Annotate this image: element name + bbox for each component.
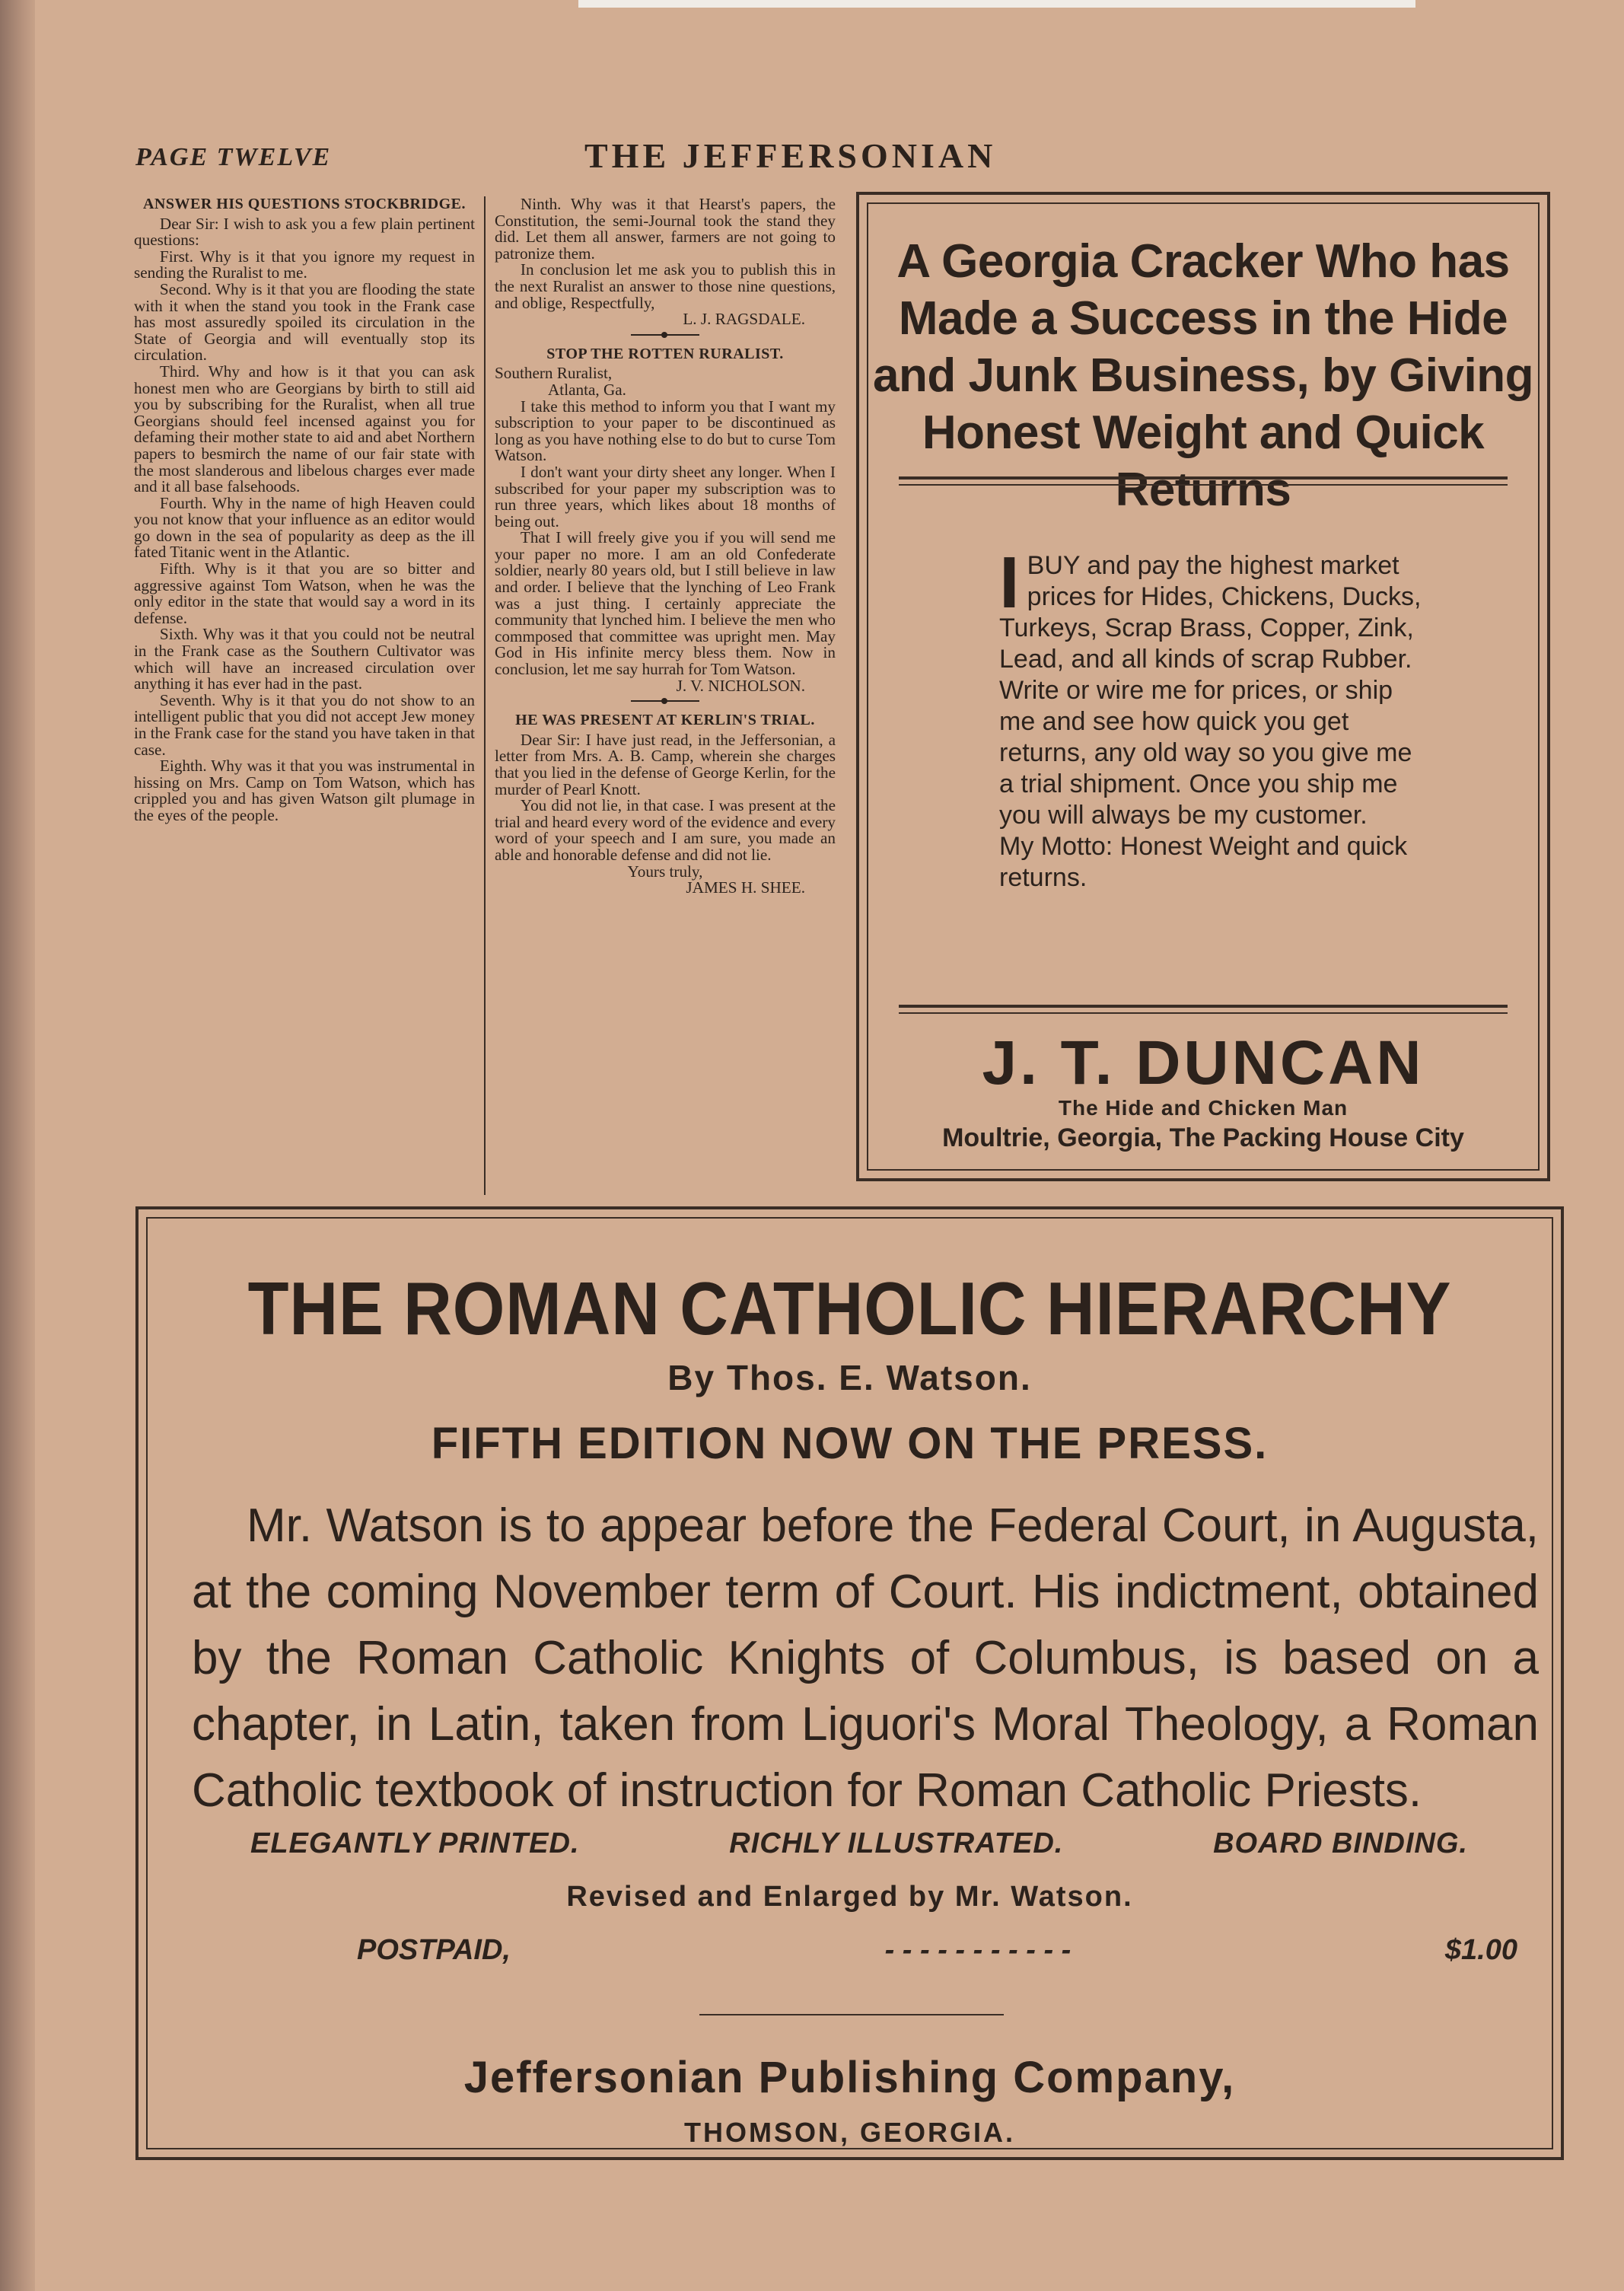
feature-binding: BOARD BINDING.	[1213, 1827, 1468, 1859]
letter-paragraph: Second. Why is it that you are flooding the state with it when the stand you took in the Frank case has most assuredly spoiled its circulation in the State of Georgia and will eventually stop its circulation.	[134, 279, 475, 365]
advertiser-name: J. T. DUNCAN	[982, 1028, 1425, 1098]
divider-rule	[699, 2014, 1004, 2015]
book-binding-edge	[0, 0, 35, 2291]
letter-column-2	[495, 196, 836, 897]
letter-paragraph: Ninth. Why was it that Hearst's papers, the Constitution, the semi-Journal took the stand they did. Let them all answer, farmers are not going to patronize them.	[495, 195, 836, 263]
letter-closing: Yours truly,	[627, 862, 703, 881]
edition-notice: FIFTH EDITION NOW ON THE PRESS.	[431, 1419, 1269, 1468]
letter-paragraph: In conclusion let me ask you to publish this in the next Ruralist an answer to those nine questions, and oblige, Respectfully,	[495, 260, 836, 312]
price-value: $1.00	[1444, 1934, 1517, 1966]
duncan-advertisement	[856, 192, 1550, 1181]
section-divider	[631, 700, 699, 702]
ad-body-text: Write or wire me for prices, or ship me and see how quick you get returns, any old way so you give me a trial shipment. Once you ship me you will always be my customer.	[999, 676, 1412, 830]
letter-paragraph: Fifth. Why is it that you are so bitter and aggressive against Tom Watson, when he was the only editor in the state that would say a word in its defense.	[134, 559, 475, 627]
price-line	[357, 1934, 1517, 1967]
letter-heading: HE WAS PRESENT AT KERLIN'S TRIAL.	[515, 712, 815, 729]
book-ad-body-text: Mr. Watson is to appear before the Federal Court, in Augusta, at the coming November term of Court. His indictment, obtained by the Roman Catholic Knights of Columbus, is based on a chapter, in Latin, taken from Liguori's Moral Theology, a Roman Catholic textbook of instruction for Roman Catholic Priests.	[192, 1499, 1539, 1817]
section-divider	[631, 334, 699, 336]
letter-paragraph: That I will freely give you if you will send me your paper no more. I am an old Confederate soldier, nearly 80 years old, but I still believe in law and order. I believe that the lynching of Leo Frank was a just thing. I certainly appreciate the community that lynched him. I believe the men who commposed that committee was upright men. May God in His infinite mercy bless them. Now in conclusion, let me say hurrah for Tom Watson.	[495, 528, 836, 679]
page-number: PAGE TWELVE	[135, 143, 332, 171]
publisher-city: THOMSON, GEORGIA.	[683, 2117, 1015, 2148]
page-header	[135, 135, 1559, 174]
price-label: POSTPAID,	[357, 1934, 511, 1966]
letter-paragraph: Third. Why and how is it that you can ask honest men who are Georgians by birth to still aid you by subscribing for the Ruralist, when all true Georgians should feel incensed against you for defaming their mother state to aid and abet Northern papers to besmirch the name of our fair state with the most slanderous and libelous charges ever made and it all base falsehoods.	[134, 362, 475, 496]
book-title: THE ROMAN CATHOLIC HIERARCHY	[247, 1267, 1452, 1350]
adjacent-page-edge	[578, 0, 1415, 8]
ad-headline: A Georgia Cracker Who has Made a Success in the Hide and Junk Business, by Giving Honest Weight and Quick Returns	[873, 235, 1533, 516]
masthead: THE JEFFERSONIAN	[584, 136, 997, 175]
price-leader-dashes: - - - - - - - - - - -	[884, 1934, 1072, 1966]
ad-inner-border	[146, 1217, 1553, 2149]
letter-column-1	[134, 196, 475, 824]
letter-heading: ANSWER HIS QUESTIONS STOCKBRIDGE.	[142, 196, 467, 212]
book-ad-body	[192, 1493, 1539, 1824]
ad-body	[999, 542, 1433, 894]
book-author: By Thos. E. Watson.	[667, 1358, 1032, 1397]
letter-heading: STOP THE ROTTEN RURALIST.	[546, 345, 784, 362]
revised-notice: Revised and Enlarged by Mr. Watson.	[566, 1881, 1133, 1913]
book-features	[250, 1827, 1468, 1860]
feature-illustrated: RICHLY ILLUSTRATED.	[729, 1827, 1064, 1859]
ad-motto: My Motto: Honest Weight and quick returns.	[999, 832, 1408, 892]
letter-address: Atlanta, Ga.	[548, 380, 626, 399]
letter-paragraph: First. Why is it that you ignore my request in sending the Ruralist to me.	[134, 247, 475, 282]
advertiser-location: Moultrie, Georgia, The Packing House City	[942, 1123, 1464, 1152]
letter-address: Southern Ruralist,	[495, 364, 613, 383]
drop-cap: I	[999, 542, 1020, 623]
ad-body-text: BUY and pay the highest market prices for Hides, Chickens, Ducks, Turkeys, Scrap Brass, Copper, Zink, Lead, and all kinds of scrap Rubber.	[999, 551, 1422, 674]
column-divider	[484, 196, 486, 1195]
letter-paragraph: I don't want your dirty sheet any longer. When I subscribed for your paper my subscription was to run three years, which likes about 18 months of being out.	[495, 462, 836, 531]
double-rule	[899, 1005, 1508, 1014]
letter-paragraph: Fourth. Why in the name of high Heaven could you not know that your influence as an editor would go down in the sea of popularity as deep as the ill fated Titanic went in the Atlantic.	[134, 493, 475, 562]
letter-signature: L. J. RAGSDALE.	[683, 310, 805, 329]
letter-paragraph: Dear Sir: I have just read, in the Jeffersonian, a letter from Mrs. A. B. Camp, wherein she charges that you lied in the defense of George Kerlin, for the murder of Pearl Knott.	[495, 730, 836, 798]
letter-paragraph: Dear Sir: I wish to ask you a few plain pertinent questions:	[134, 214, 475, 250]
letter-signature: J. V. NICHOLSON.	[676, 676, 805, 695]
double-rule	[899, 476, 1508, 486]
letter-signature: JAMES H. SHEE.	[686, 878, 805, 897]
letter-paragraph: Sixth. Why was it that you could not be neutral in the Frank case as the Southern Cultivator was which will have an increased circulation over anything it has ever had in the past.	[134, 625, 475, 693]
letter-paragraph: Seventh. Why is it that you do not show to an intelligent public that you did not accept Jew money in the Frank case for the stand you have taken in that case.	[134, 690, 475, 759]
book-advertisement	[135, 1206, 1564, 2160]
publisher-name: Jeffersonian Publishing Company,	[463, 2053, 1236, 2102]
letter-paragraph: Eighth. Why was it that you was instrumental in hissing on Mrs. Camp on Tom Watson, which has crippled you and has given Watson gilt plumage in the eyes of the people.	[134, 757, 475, 824]
ad-inner-border	[867, 202, 1540, 1171]
letter-paragraph: I take this method to inform you that I want my subscription to your paper to be discontinued as long as you have nothing else to do but to curse Tom Watson.	[495, 397, 836, 465]
advertiser-tagline: The Hide and Chicken Man	[1058, 1096, 1349, 1120]
letter-paragraph: You did not lie, in that case. I was present at the trial and heard every word of the evidence and every word of your speech and I am sure, you made an able and honorable defense and did not lie.	[495, 796, 836, 864]
feature-printed: ELEGANTLY PRINTED.	[250, 1827, 580, 1859]
